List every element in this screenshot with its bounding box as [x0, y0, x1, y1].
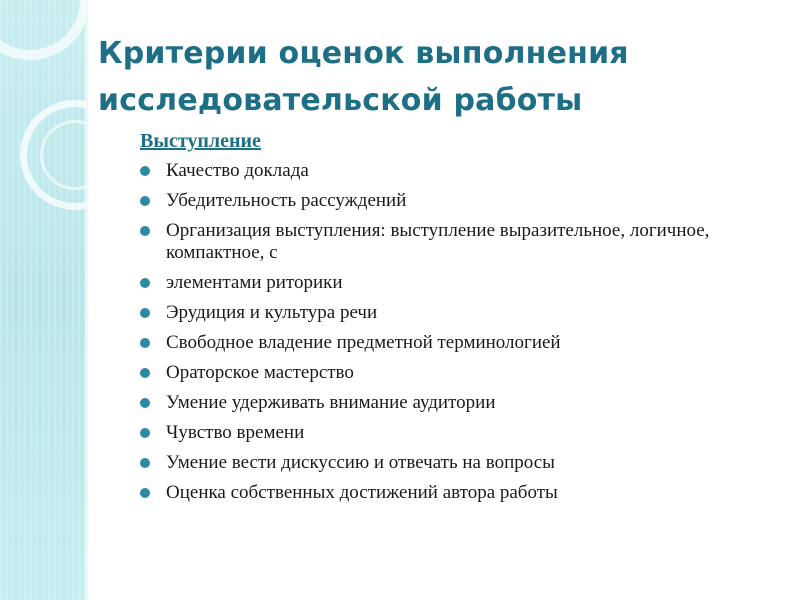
bullet-icon — [140, 398, 150, 408]
list-item — [140, 190, 780, 212]
list-item-label: Убедительность рассуждений — [166, 190, 407, 211]
list-item — [140, 482, 780, 504]
list-item — [140, 392, 780, 414]
list-item — [140, 362, 780, 384]
list-item-label: Качество доклада — [166, 160, 309, 181]
decorative-side-panel — [0, 0, 88, 600]
bullet-icon — [140, 166, 150, 176]
bullet-icon — [140, 368, 150, 378]
list-item-label: Чувство времени — [166, 422, 305, 443]
slide-title — [98, 30, 788, 124]
list-item-label: Ораторское мастерство — [166, 362, 354, 383]
list-item-label: Умение удерживать внимание аудитории — [166, 392, 496, 413]
list-item — [140, 302, 780, 324]
list-item-label: Свободное владение предметной терминологией — [166, 332, 561, 353]
slide-title-line: исследовательской работы — [98, 83, 583, 118]
bullet-icon — [140, 428, 150, 438]
list-item-label: Эрудиция и культура речи — [166, 302, 378, 323]
list-item — [140, 332, 780, 354]
list-item — [140, 220, 780, 264]
bullet-icon — [140, 278, 150, 288]
slide-title-line: Критерии оценок выполнения — [98, 36, 629, 71]
list-item-label: Организация выступления: выступление выразительное, логичное, компактное, с — [166, 220, 710, 263]
bullet-icon — [140, 308, 150, 318]
bullet-icon — [140, 488, 150, 498]
criteria-list — [140, 160, 780, 504]
list-item-label: Оценка собственных достижений автора работы — [166, 482, 558, 503]
bullet-icon — [140, 458, 150, 468]
list-item — [140, 422, 780, 444]
list-item — [140, 452, 780, 474]
slide-content — [140, 128, 780, 512]
list-item — [140, 160, 780, 182]
bullet-icon — [140, 226, 150, 236]
bullet-icon — [140, 338, 150, 348]
list-item-label: Умение вести дискуссию и отвечать на вопросы — [166, 452, 555, 473]
bullet-icon — [140, 196, 150, 206]
section-subtitle: Выступление — [140, 130, 261, 152]
panel-stripes — [0, 0, 88, 600]
list-item — [140, 272, 780, 294]
list-item-label: элементами риторики — [166, 272, 343, 293]
panel-edge — [85, 0, 88, 600]
